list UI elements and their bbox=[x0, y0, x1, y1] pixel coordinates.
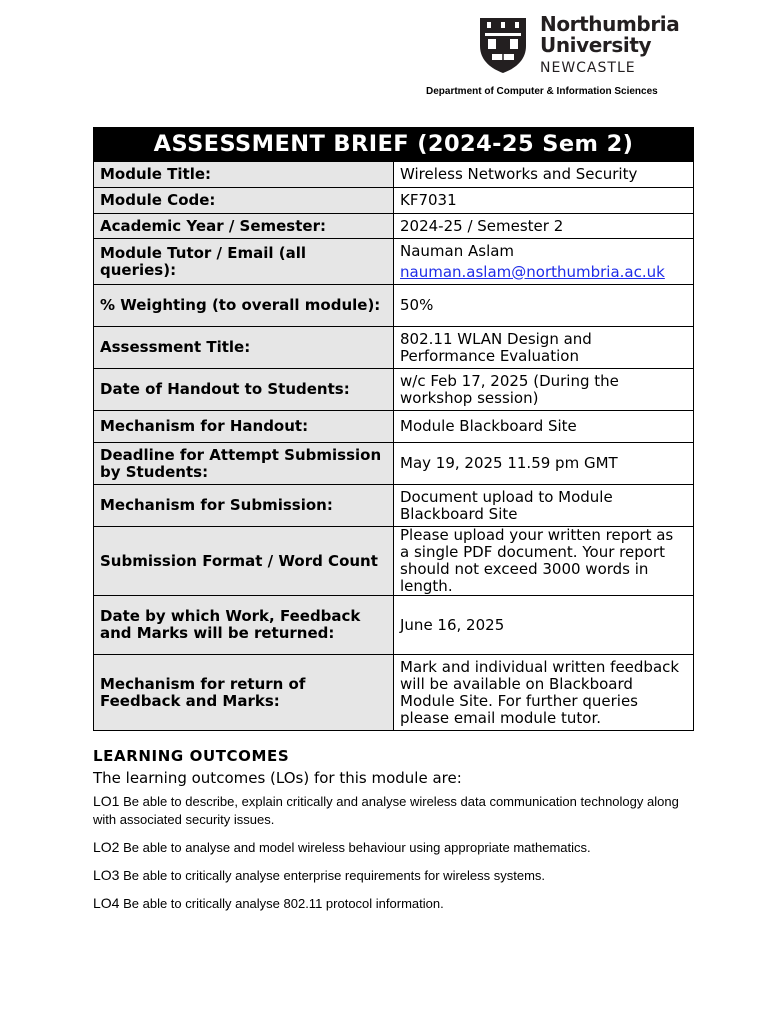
table-row bbox=[94, 655, 694, 731]
table-row bbox=[94, 527, 694, 596]
row-value: 802.11 WLAN Design and Performance Evaluation bbox=[394, 327, 694, 369]
university-location: NEWCASTLE bbox=[540, 60, 636, 76]
row-label: Date of Handout to Students: bbox=[94, 369, 394, 411]
lo-text: Be able to critically analyse enterprise requirements for wireless systems. bbox=[123, 868, 546, 883]
university-line2: University bbox=[540, 33, 652, 57]
brief-title: ASSESSMENT BRIEF (2024-25 Sem 2) bbox=[94, 128, 694, 162]
table-row bbox=[94, 285, 694, 327]
lo-text: Be able to critically analyse 802.11 protocol information. bbox=[123, 896, 444, 911]
table-row bbox=[94, 443, 694, 485]
row-value: 2024-25 / Semester 2 bbox=[394, 214, 694, 239]
assessment-brief-table bbox=[93, 127, 694, 731]
lo-code: LO3 bbox=[93, 867, 120, 883]
row-label: Module Code: bbox=[94, 188, 394, 214]
table-row bbox=[94, 188, 694, 214]
page-header bbox=[0, 0, 768, 110]
row-value: May 19, 2025 11.59 pm GMT bbox=[394, 443, 694, 485]
row-label: Mechanism for Handout: bbox=[94, 411, 394, 443]
tutor-name: Nauman Aslam bbox=[400, 241, 515, 260]
lo-code: LO2 bbox=[93, 839, 120, 855]
table-row bbox=[94, 369, 694, 411]
lo-code: LO4 bbox=[93, 895, 120, 911]
row-value: Document upload to Module Blackboard Site bbox=[394, 485, 694, 527]
university-line1: Northumbria bbox=[540, 12, 680, 36]
learning-outcomes-intro: The learning outcomes (LOs) for this module are: bbox=[93, 769, 462, 787]
learning-outcome-item bbox=[93, 866, 693, 885]
table-title-row bbox=[94, 128, 694, 162]
learning-outcome-item bbox=[93, 838, 693, 857]
department-name: Department of Computer & Information Sciences bbox=[426, 86, 658, 97]
learning-outcome-item bbox=[93, 894, 693, 913]
row-label: % Weighting (to overall module): bbox=[94, 285, 394, 327]
row-value: Wireless Networks and Security bbox=[394, 162, 694, 188]
row-value: Module Blackboard Site bbox=[394, 411, 694, 443]
row-value: w/c Feb 17, 2025 (During the workshop session) bbox=[394, 369, 694, 411]
table-row bbox=[94, 411, 694, 443]
row-label: Module Tutor / Email (all queries): bbox=[94, 239, 394, 285]
row-label: Deadline for Attempt Submission by Students: bbox=[94, 443, 394, 485]
table-row bbox=[94, 485, 694, 527]
tutor-email-link[interactable]: nauman.aslam@northumbria.ac.uk bbox=[400, 262, 665, 281]
table-row bbox=[94, 214, 694, 239]
learning-outcomes-section bbox=[93, 746, 693, 913]
row-label: Submission Format / Word Count bbox=[94, 527, 394, 596]
row-label: Assessment Title: bbox=[94, 327, 394, 369]
table-row bbox=[94, 239, 694, 285]
lo-text: Be able to describe, explain critically and analyse wireless data communication technology along with associated security issues. bbox=[93, 794, 679, 827]
row-value: June 16, 2025 bbox=[394, 596, 694, 655]
shield-icon bbox=[478, 16, 528, 74]
university-name bbox=[540, 14, 679, 79]
row-label: Academic Year / Semester: bbox=[94, 214, 394, 239]
row-label: Date by which Work, Feedback and Marks will be returned: bbox=[94, 596, 394, 655]
row-label: Mechanism for Submission: bbox=[94, 485, 394, 527]
lo-code: LO1 bbox=[93, 793, 120, 809]
row-value: Mark and individual written feedback will be available on Blackboard Module Site. For further queries please email module tutor. bbox=[394, 655, 694, 731]
row-value: KF7031 bbox=[394, 188, 694, 214]
lo-text: Be able to analyse and model wireless behaviour using appropriate mathematics. bbox=[123, 840, 591, 855]
table-row bbox=[94, 596, 694, 655]
row-value: 50% bbox=[394, 285, 694, 327]
row-value: Please upload your written report as a single PDF document. Your report should not exceed 3000 words in length. bbox=[394, 527, 694, 596]
table-row bbox=[94, 162, 694, 188]
university-logo bbox=[478, 12, 680, 78]
table-row bbox=[94, 327, 694, 369]
learning-outcome-item bbox=[93, 792, 693, 829]
tutor-cell bbox=[394, 239, 694, 285]
row-label: Module Title: bbox=[94, 162, 394, 188]
learning-outcomes-heading: LEARNING OUTCOMES bbox=[93, 747, 290, 765]
row-label: Mechanism for return of Feedback and Marks: bbox=[94, 655, 394, 731]
